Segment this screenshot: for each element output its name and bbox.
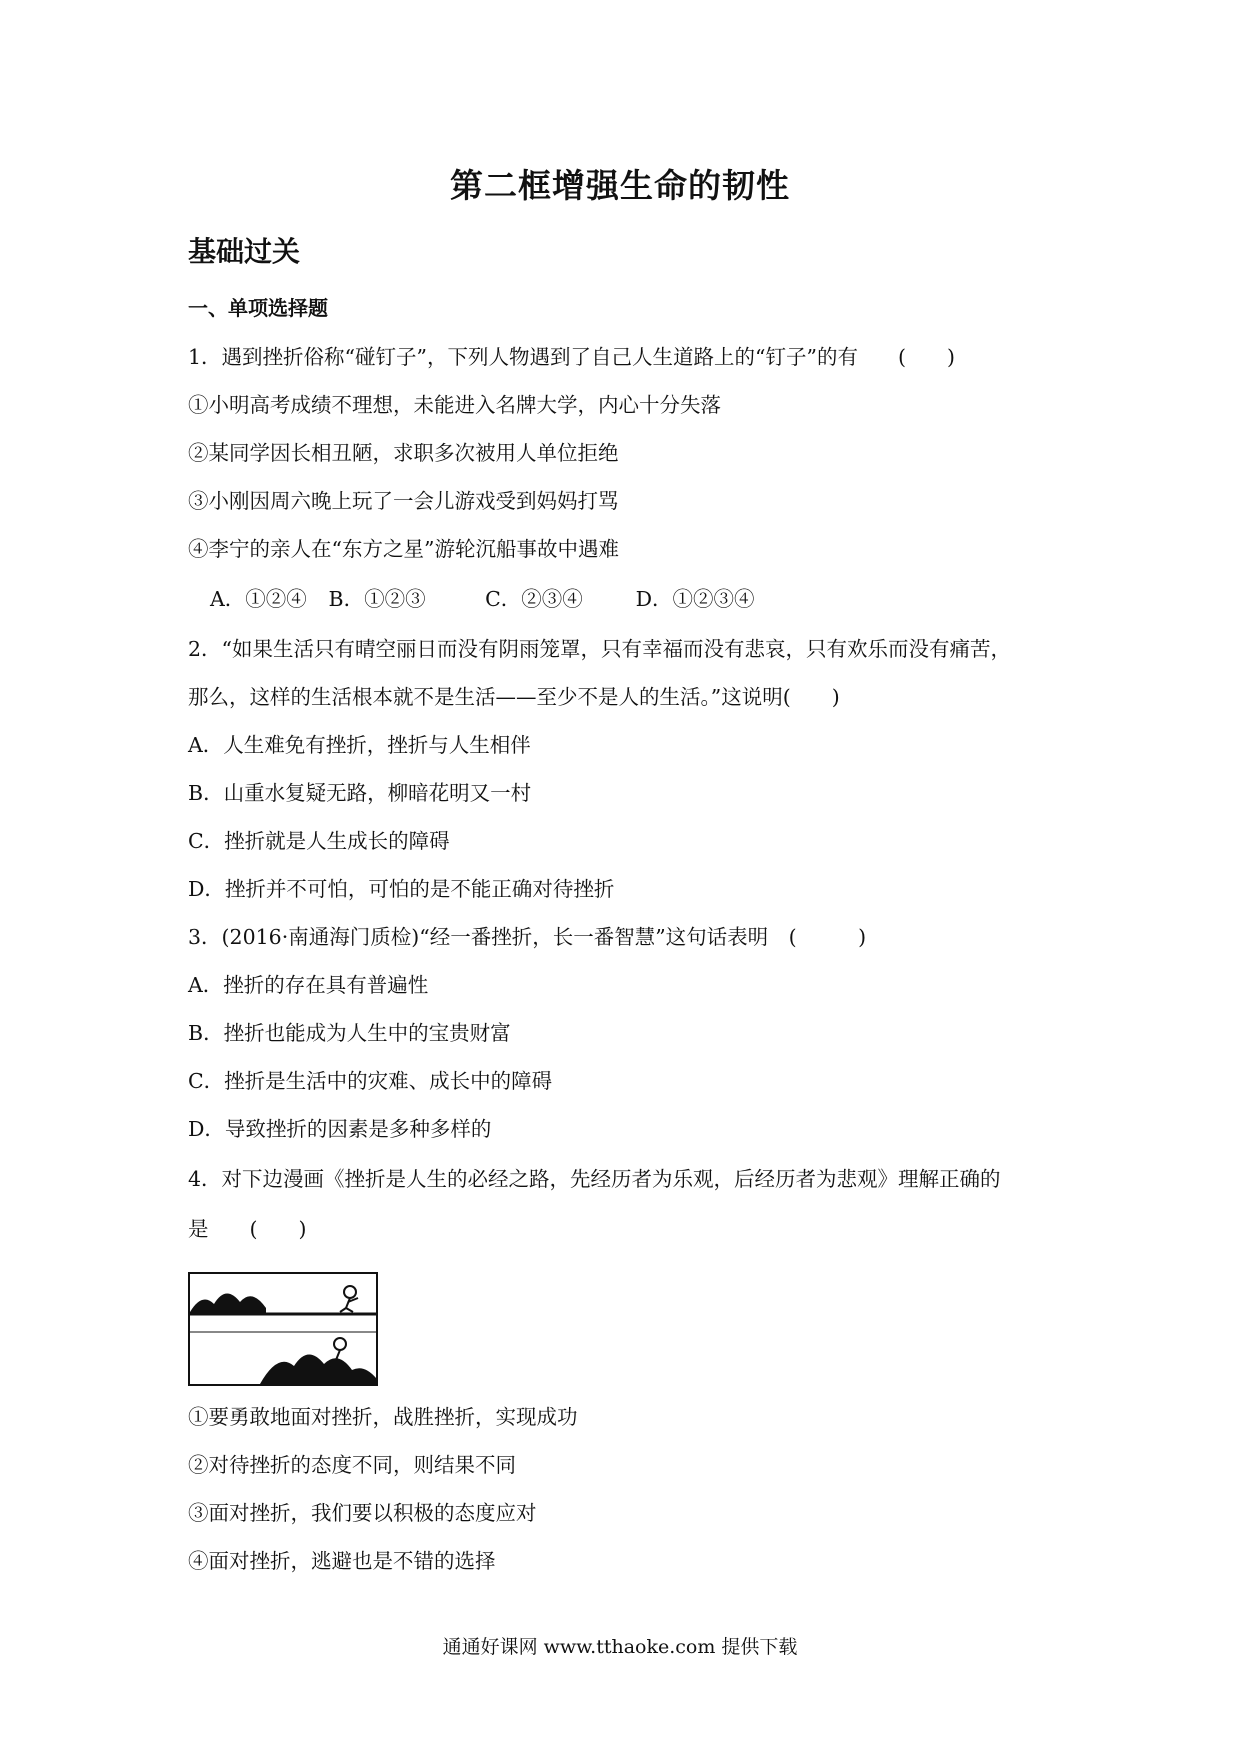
q2-option-a: A．人生难免有挫折，挫折与人生相伴 [188, 733, 531, 757]
q3-option-d: D．导致挫折的因素是多种多样的 [188, 1117, 492, 1141]
q1-item-3: ③小刚因周六晚上玩了一会儿游戏受到妈妈打骂 [188, 489, 619, 513]
q1-item-4: ④李宁的亲人在“东方之星”游轮沉船事故中遇难 [188, 537, 619, 561]
q4-item-2: ②对待挫折的态度不同，则结果不同 [188, 1453, 516, 1477]
section-heading: 基础过关 [188, 235, 301, 268]
q3-stem: 3．(2016·南通海门质检)“经一番挫折，长一番智慧”这句话表明 ( ) [188, 925, 867, 949]
q1-item-2: ②某同学因长相丑陋，求职多次被用人单位拒绝 [188, 441, 619, 465]
q1-stem [188, 340, 955, 370]
q1-answer-bracket: ( ) [897, 345, 955, 369]
page-footer: 通通好课网 www.tthaoke.com 提供下载 [442, 1636, 798, 1658]
q2-option-c: C．挫折就是人生成长的障碍 [188, 829, 450, 853]
q4-item-4: ④面对挫折，逃避也是不错的选择 [188, 1549, 496, 1573]
q3-option-b: B．挫折也能成为人生中的宝贵财富 [188, 1021, 511, 1045]
q1-item-1: ①小明高考成绩不理想，未能进入名牌大学，内心十分失落 [188, 393, 721, 417]
cartoon-mountains-illustration [190, 1274, 376, 1384]
q2-option-d: D．挫折并不可怕，可怕的是不能正确对待挫折 [188, 877, 615, 901]
cartoon-image [188, 1272, 378, 1386]
q4-stem-line-2: 是 ( ) [188, 1217, 307, 1241]
q1-option-a: A．①②④ [210, 587, 307, 611]
q3-option-c: C．挫折是生活中的灾难、成长中的障碍 [188, 1069, 553, 1093]
q1-option-d: D．①②③④ [635, 587, 755, 611]
q3-option-a: A．挫折的存在具有普遍性 [188, 973, 429, 997]
q4-item-3: ③面对挫折，我们要以积极的态度应对 [188, 1501, 537, 1525]
subsection-heading: 一、单项选择题 [188, 296, 328, 320]
q2-stem-line-2: 那么，这样的生活根本就不是生活——至少不是人的生活。”这说明( ) [188, 685, 840, 709]
q1-stem-text: 1．遇到挫折俗称“碰钉子”，下列人物遇到了自己人生道路上的“钉子”的有 [188, 345, 858, 369]
q4-item-1: ①要勇敢地面对挫折，战胜挫折，实现成功 [188, 1405, 578, 1429]
q2-option-b: B．山重水复疑无路，柳暗花明又一村 [188, 781, 532, 805]
q4-stem-line-1: 4．对下边漫画《挫折是人生的必经之路，先经历者为乐观，后经历者为悲观》理解正确的 [188, 1167, 1001, 1191]
page-title: 第二框增强生命的韧性 [450, 166, 790, 205]
q2-stem-line-1: 2．“如果生活只有晴空丽日而没有阴雨笼罩，只有幸福而没有悲哀，只有欢乐而没有痛苦， [188, 637, 1012, 661]
q1-option-c: C．②③④ [485, 587, 583, 611]
q1-options [210, 582, 755, 612]
q1-option-b: B．①②③ [328, 587, 426, 611]
